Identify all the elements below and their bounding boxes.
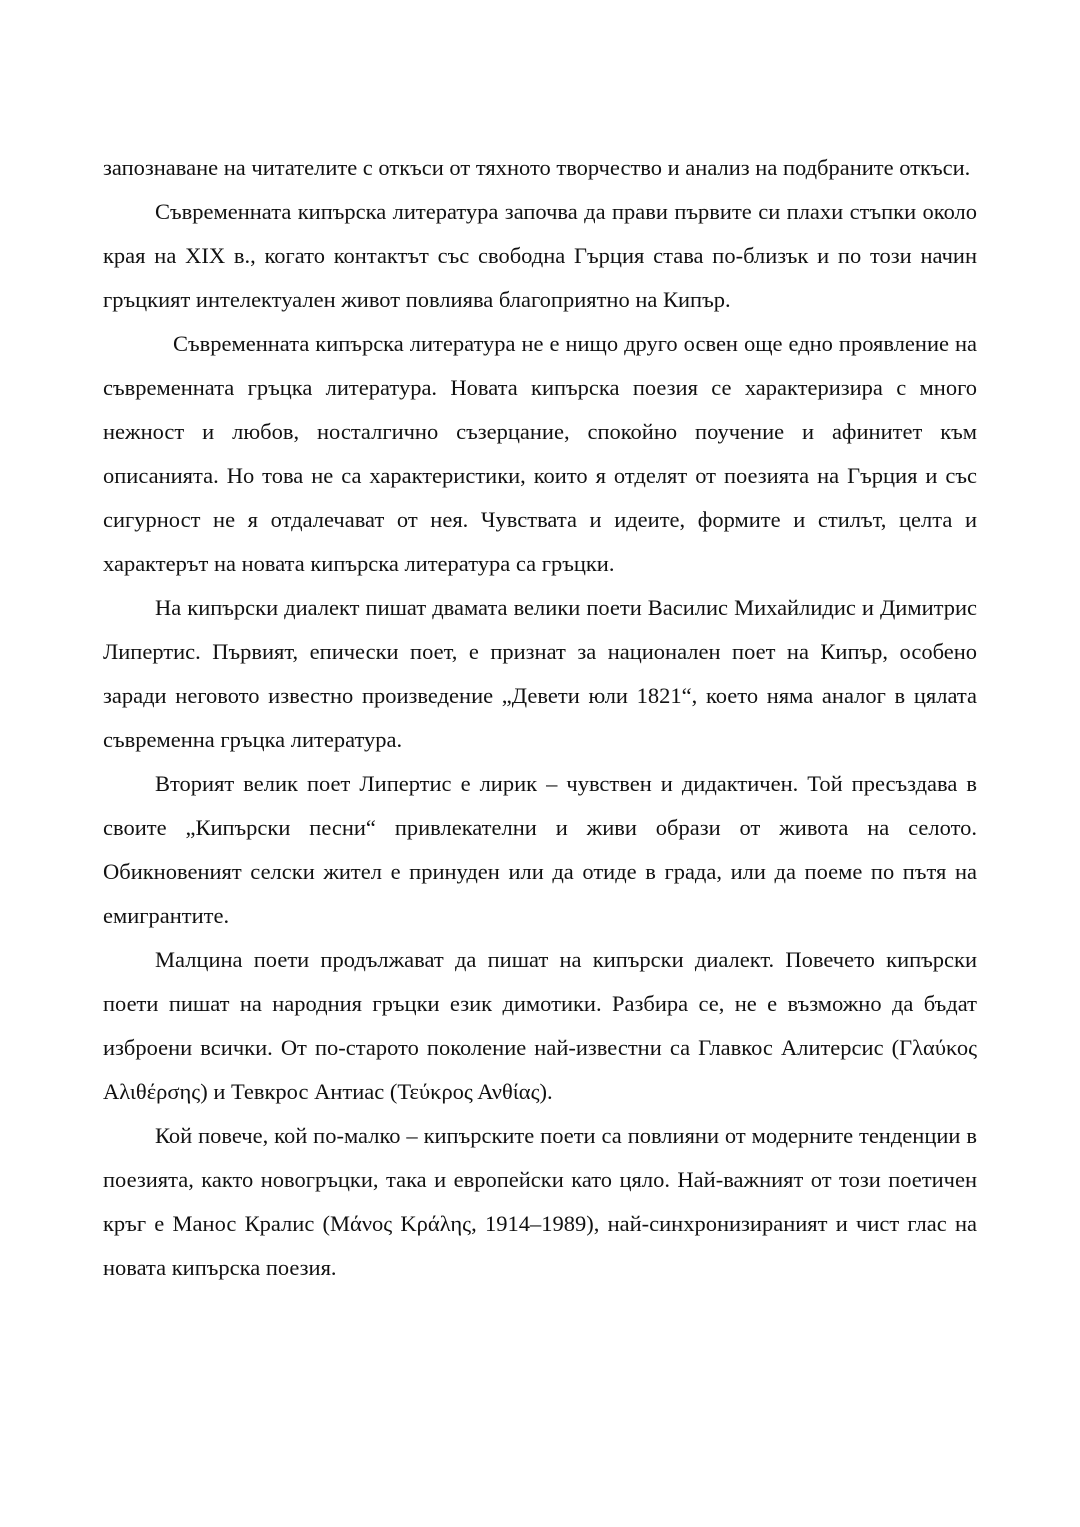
paragraph-modern-tendencies: Кой повече, кой по-малко – кипърските поети са повлияни от модерните тенденции в поезията, както новогръцки, така и европейски като цяло. Най-важният от този поетичен кръг е Манос Кралис (Μάνος Κράλης, 1914–1989), най-синхронизираният и чист глас на новата кипърска поезия. <box>103 1123 977 1280</box>
paragraph-dialect-poets: На кипърски диалект пишат двамата велики поети Василис Михайлидис и Димитрис Липертис. Първият, епически поет, е признат за национален поет на Кипър, особено заради неговото известно произведение „Девети юли 1821“, което няма аналог в цялата съвременна гръцка литература. <box>103 595 977 752</box>
paragraph-lipertis: Вторият велик поет Липертис е лирик – чувствен и дидактичен. Той пресъздава в своите „Кипърски песни“ привлекателни и живи образи от живота на селото. Обикновеният селски жител е принуден или да отиде в града, или да поеме по пътя на емигрантите. <box>103 771 977 928</box>
paragraph-dimotiki-poets: Малцина поети продължават да пишат на кипърски диалект. Повечето кипърски поети пишат на народния гръцки език димотики. Разбира се, не е възможно да бъдат изброени всички. От по-старото поколение най-известни са Главкос Алитерсис (Γλαύκος Αλιθέρσης) и Тевкрос Антиас (Τεύκρος Ανθίας). <box>103 947 977 1104</box>
document-page <box>103 146 977 1290</box>
paragraph-literature-beginnings: Съвременната кипърска литература започва да прави първите си плахи стъпки около края на XIX в., когато контактът със свободна Гърция става по-близък и по този начин гръцкият интелектуален живот повлиява благоприятно на Кипър. <box>103 199 977 312</box>
paragraph-continuation: запознаване на читателите с откъси от тяхното творчество и анализ на подбраните откъси. <box>103 155 971 180</box>
paragraph-greek-literature: Съвременната кипърска литература не е нищо друго освен още едно проявление на съвременната гръцка литература. Новата кипърска поезия се характеризира с много нежност и любов, носталгично съзерцание, спокойно поучение и афинитет към описанията. Но това не са характеристики, които я отделят от поезията на Гърция и със сигурност не я отдалечават от нея. Чувствата и идеите, формите и стилът, целта и характерът на новата кипърска литература са гръцки. <box>103 331 977 576</box>
